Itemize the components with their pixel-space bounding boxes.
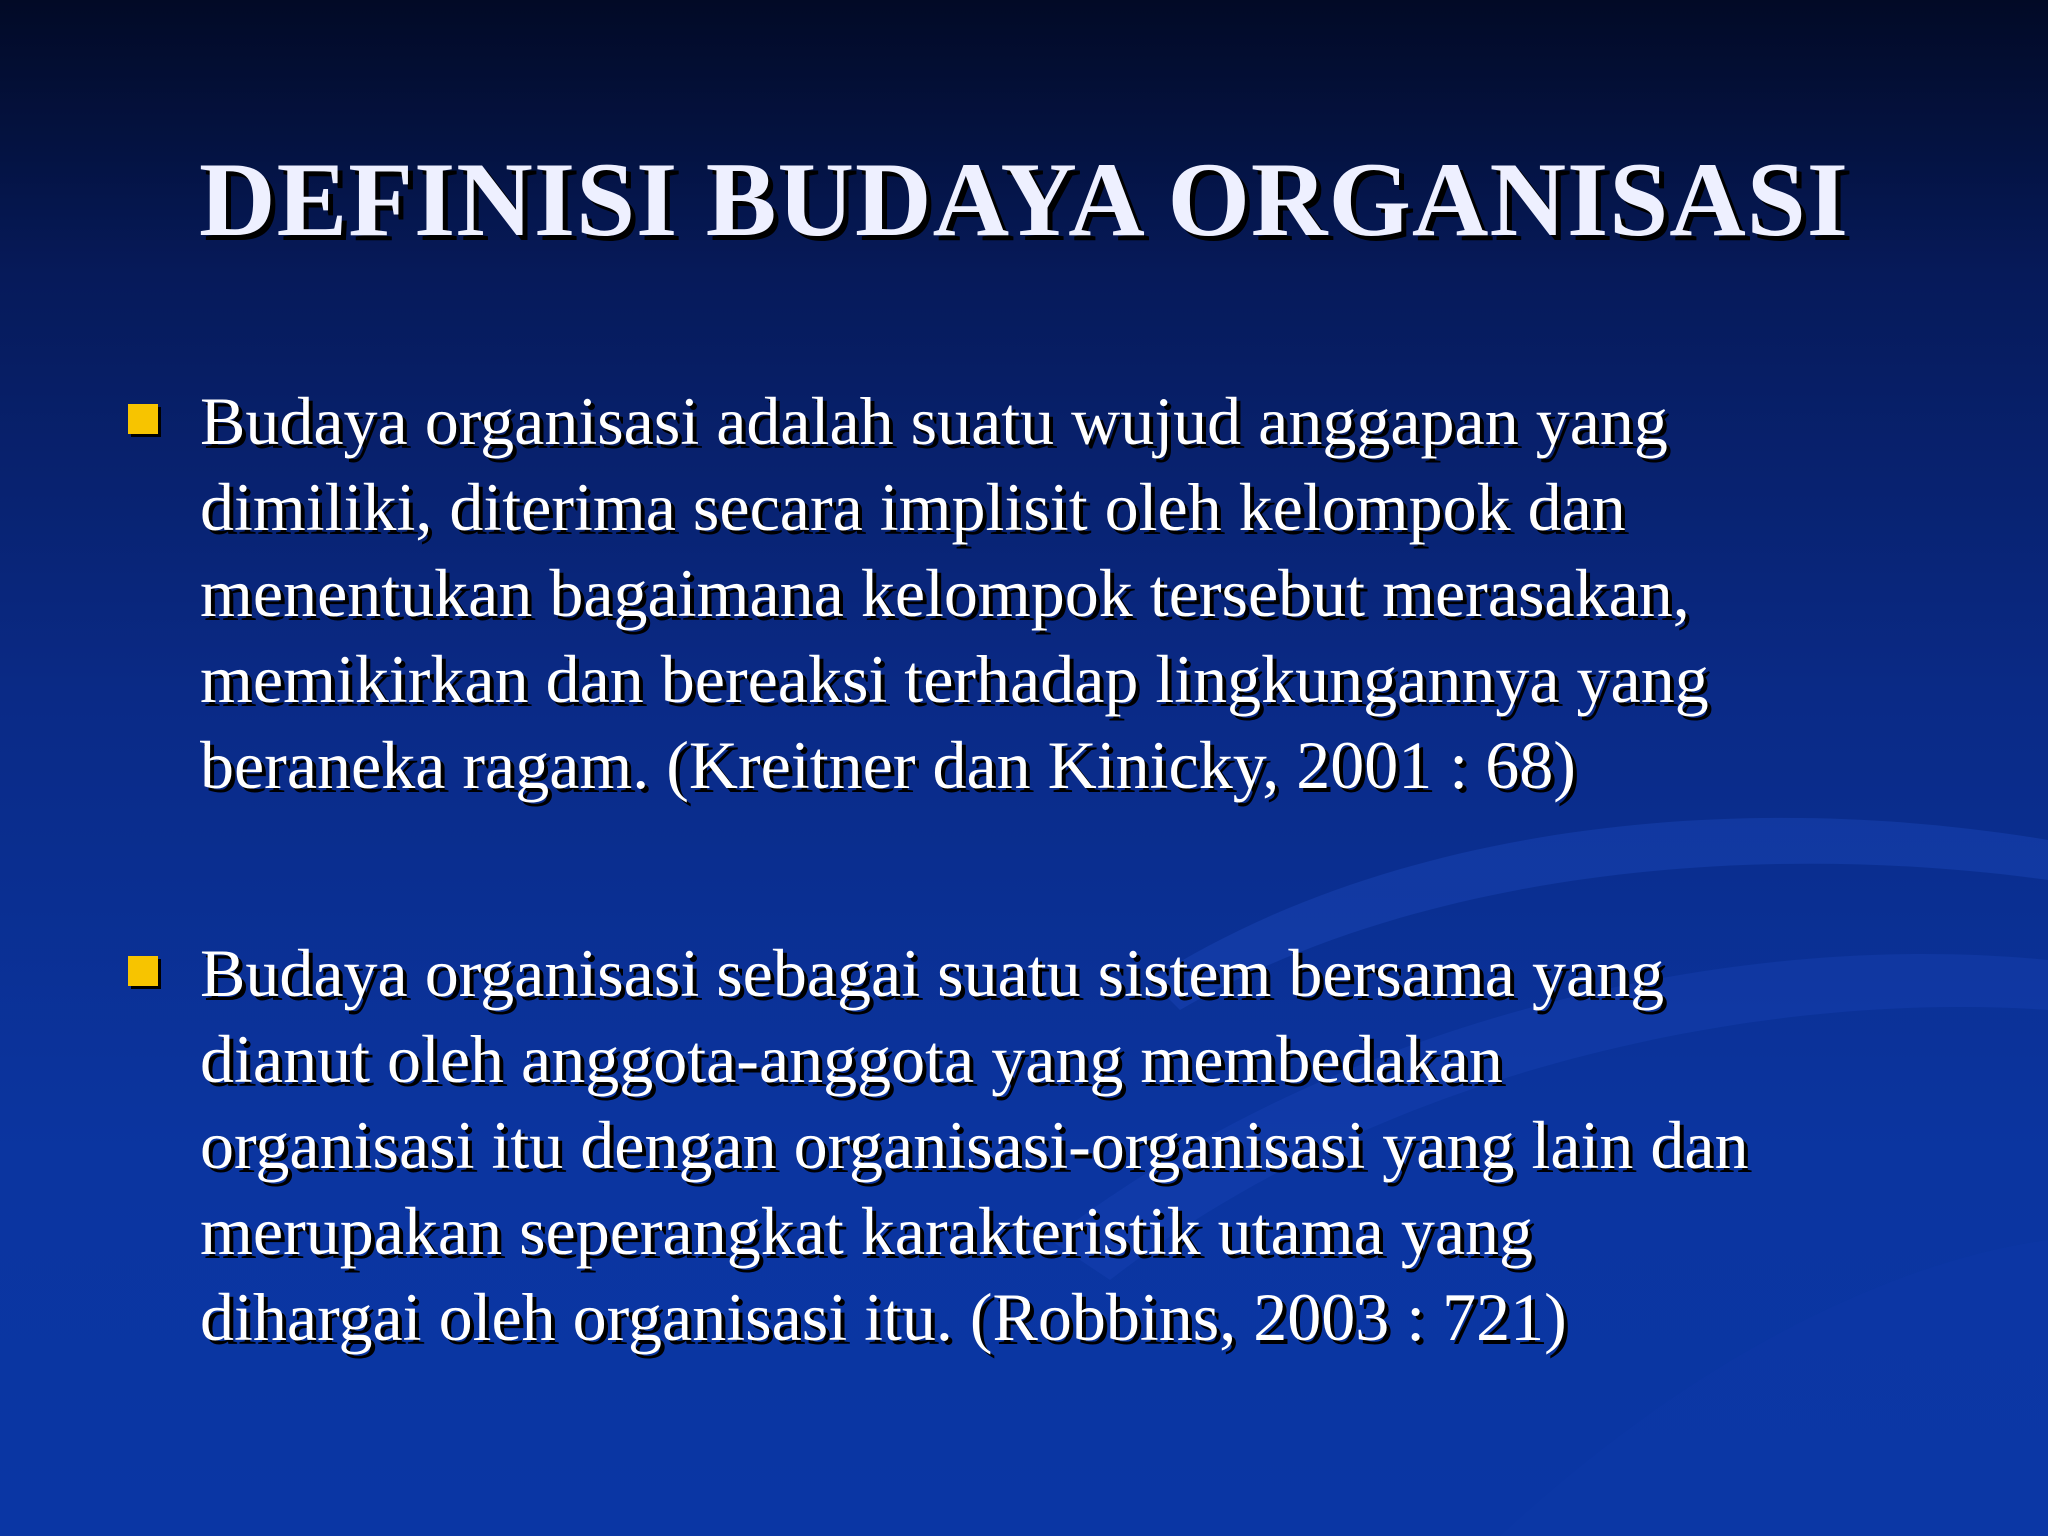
bullet-2-line-5: dihargai oleh organisasi itu. (Robbins, 2003 : 721) [200, 1279, 1567, 1355]
bullet-2-line-4: merupakan seperangkat karakteristik utama yang [200, 1193, 1534, 1269]
bullet-text-2 [200, 930, 1988, 1360]
bullet-1-line-3: menentukan bagaimana kelompok tersebut merasakan, [200, 555, 1690, 631]
square-bullet-icon [128, 404, 158, 434]
bullet-1-line-4: memikirkan dan bereaksi terhadap lingkungannya yang [200, 641, 1709, 717]
bullet-2-line-1: Budaya organisasi sebagai suatu sistem bersama yang [200, 935, 1665, 1011]
slide-title: DEFINISI BUDAYA ORGANISASI [199, 141, 1849, 258]
bullet-item-2 [0, 930, 2048, 1360]
bullet-2-line-3: organisasi itu dengan organisasi-organisasi yang lain dan [200, 1107, 1749, 1183]
bullet-1-line-1: Budaya organisasi adalah suatu wujud anggapan yang [200, 383, 1668, 459]
square-bullet-icon [128, 956, 158, 986]
bullet-item-1 [0, 378, 2048, 808]
bullet-text-1 [200, 378, 1988, 808]
bullet-1-line-2: dimiliki, diterima secara implisit oleh kelompok dan [200, 469, 1626, 545]
bullet-2-line-2: dianut oleh anggota-anggota yang membedakan [200, 1021, 1503, 1097]
bullet-1-line-5: beraneka ragam. (Kreitner dan Kinicky, 2001 : 68) [200, 727, 1576, 803]
bullet-list [0, 378, 2048, 1360]
